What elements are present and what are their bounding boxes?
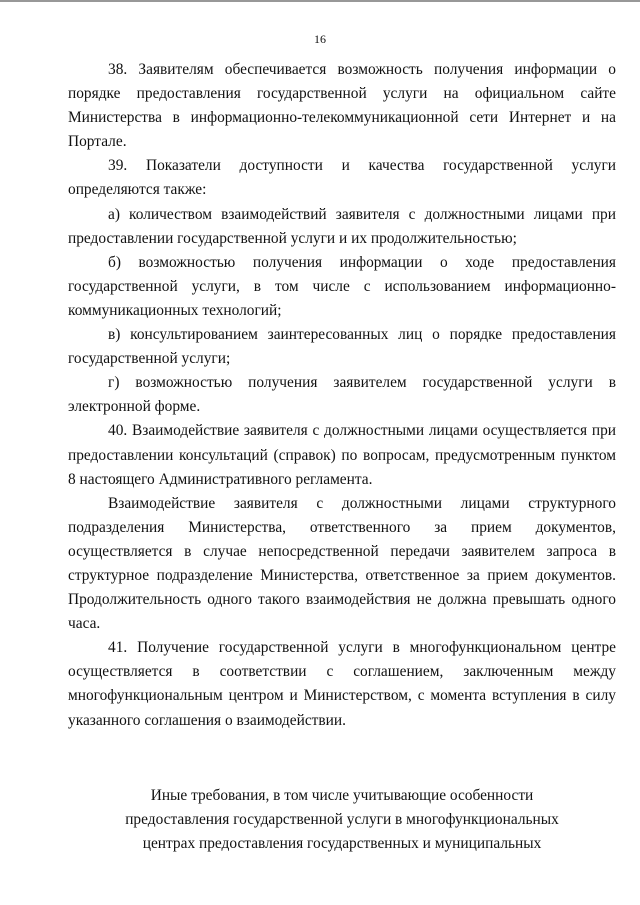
paragraph-41: 41. Получение государственной услуги в многофункциональном центре осуществляется в соответствии с соглашением, заключенным между многофункциональным центром и Министерством, с момента вступления в силу указанного соглашения о взаимодействии. xyxy=(68,639,616,729)
section-heading-line-1: Иные требования, в том числе учитывающие особенности xyxy=(150,787,534,804)
paragraph-39: 39. Показатели доступности и качества государственной услуги определяются также: xyxy=(68,157,616,199)
paragraph-39-a: а) количеством взаимодействий заявителя с должностными лицами при предоставлении государственной услуги и их продолжительностью; xyxy=(68,205,616,247)
paragraph-39-b: б) возможностью получения информации о ходе предоставления государственной услуги, в том числе с использованием информационно-коммуникационных технологий; xyxy=(68,253,616,319)
paragraph-38: 38. Заявителям обеспечивается возможность получения информации о порядке предоставления государственной услуги на официальном сайте Министерства в информационно-телекоммуникационной сети Интернет и на Портале. xyxy=(68,61,616,151)
paragraph-39-c: в) консультированием заинтересованных лиц о порядке предоставления государственной услуги; xyxy=(68,326,616,368)
section-heading-line-3: центрах предоставления государственных и муниципальных xyxy=(142,835,542,852)
document-body xyxy=(68,58,616,733)
page-number: 16 xyxy=(314,32,326,46)
paragraph-40: 40. Взаимодействие заявителя с должностными лицами осуществляется при предоставлении консультаций (справок) по вопросам, предусмотренным пунктом 8 настоящего Административного регламента. xyxy=(68,422,616,488)
paragraph-39-d: г) возможностью получения заявителем государственной услуги в электронной форме. xyxy=(68,374,616,416)
section-heading xyxy=(68,784,616,856)
page-top-rule xyxy=(0,0,640,2)
paragraph-40-continued: Взаимодействие заявителя с должностными лицами структурного подразделения Министерства, ответственного за прием документов, осуществляется в случае непосредственной передачи заявителем запроса в структурное подразделение Министерства, ответственное за прием документов. Продолжительность одного такого взаимодействия не должна превышать одного часа. xyxy=(68,494,616,633)
section-heading-line-2: предоставления государственной услуги в многофункциональных xyxy=(125,811,559,828)
